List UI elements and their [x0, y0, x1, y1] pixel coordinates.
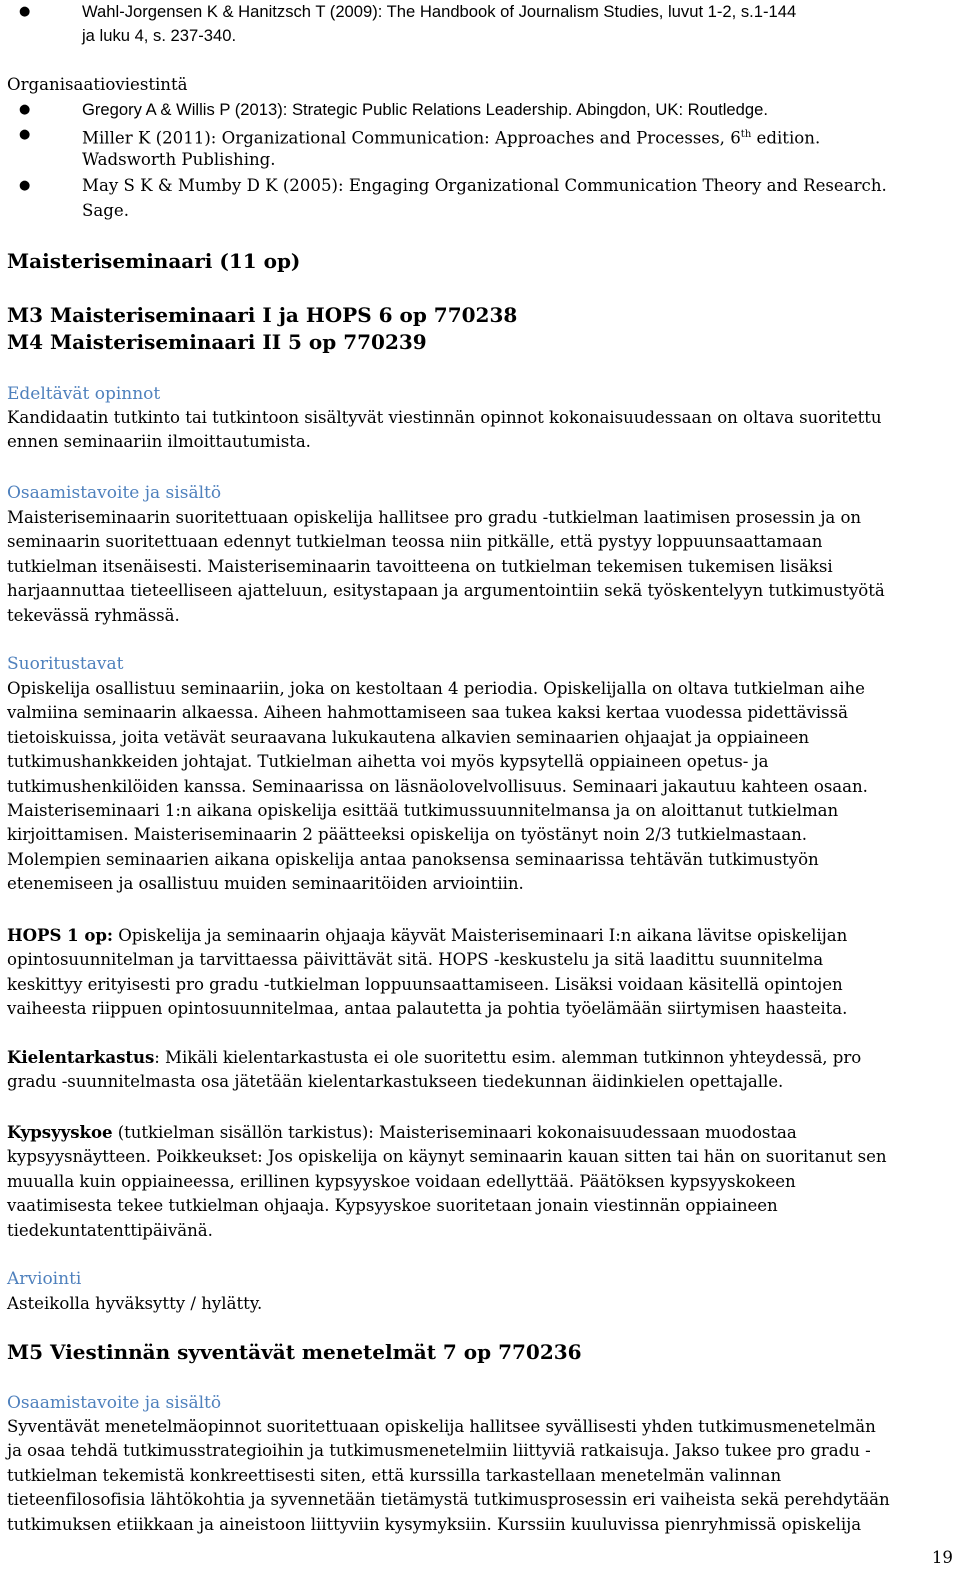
bullet: ● [19, 102, 31, 117]
subheading-goals-m5: Osaamistavoite ja sisältö [7, 1393, 222, 1413]
subheading-grading: Arviointi [7, 1269, 82, 1289]
paragraph-maturity-test [7, 1120, 953, 1243]
text-line: etenemiseen ja osallistuu muiden seminaaritöiden arviointiin. [7, 874, 524, 894]
reference-item [82, 123, 820, 151]
text-line: Opiskelija osallistuu seminaariin, joka on kestoltaan 4 periodia. Opiskelijalla on oltava tutkielman aihe [7, 679, 865, 698]
text-line: tutkimushankkeiden johtajat. Tutkielman aihetta voi myös kypsytellä oppiaineen opetus- ja [7, 752, 769, 772]
bullet: ● [19, 178, 31, 193]
course-title-m5: M5 Viestinnän syventävät menetelmät 7 op 770236 [7, 1340, 582, 1364]
text-line: Kandidaatin tutkinto tai tutkintoon sisältyvät viestinnän opinnot kokonaisuudessaan on oltava suoritettu [7, 408, 882, 427]
text-line: tutkielman tekemistä konkreettisesti siten, että kurssilla tarkastellaan menetelmän valinnan [7, 1465, 782, 1485]
subheading-methods: Suoritustavat [7, 654, 124, 674]
grading-text: Asteikolla hyväksytty / hylätty. [7, 1294, 263, 1313]
subheading-prerequisites: Edeltävät opinnot [7, 384, 161, 404]
text-line: ennen seminaariin ilmoittautumista. [7, 432, 311, 452]
text-line: tietoiskuissa, joita vetävät seuraavana lukukautena alkavien seminaarien ohjaajat ja oppiaineen [7, 727, 810, 747]
text-line: ja osaa tehdä tutkimusstrategioihin ja tutkimusmenetelmiin liittyviä ratkaisuja. Jakso tukee pro gradu - [7, 1441, 871, 1461]
text-line: tekevässä ryhmässä. [7, 605, 180, 625]
text-line [7, 1045, 953, 1070]
maturity-test-label: Kypsyyskoe [7, 1122, 113, 1142]
text-line: tutkimushenkilöiden kanssa. Seminaarissa on läsnäolovelvollisuus. Seminaari jakautuu kahteen osaan. [7, 776, 868, 796]
reference-item: May S K & Mumby D K (2005): Engaging Organizational Communication Theory and Research. [82, 176, 887, 195]
reference-item-continued: ja luku 4, s. 237-340. [82, 26, 237, 45]
text-line: harjaannuttaa tieteelliseen ajatteluun, esitystapaan ja argumentointiin sekä työskentelyyn tutkimustyötä [7, 581, 885, 601]
text-line: Molempien seminaarien aikana opiskelija antaa panoksensa seminaarissa tehtävän tutkimustyön [7, 849, 819, 869]
text-line: tutkimuksen etiikkaan ja aineistoon liittyviin kysymyksiin. Kurssiin kuuluvissa pienryhmissä opiskelija [7, 1514, 862, 1534]
reference-item-continued: Sage. [82, 201, 129, 220]
text-line: Maisteriseminaari 1:n aikana opiskelija esittää tutkimussuunnitelmansa ja on aloittanut tutkielman [7, 801, 839, 821]
hops-label: HOPS 1 op: [7, 925, 113, 945]
paragraph-language-check [7, 1045, 953, 1095]
text-line: tieteenfilosofisia lähtökohtia ja syvennetään tietämystä tutkimusprosessin eri vaiheista sekä perehdytään [7, 1490, 890, 1510]
reference-item-continued: Wadsworth Publishing. [82, 150, 276, 169]
reference-item: Wahl-Jorgensen K & Hanitzsch T (2009): The Handbook of Journalism Studies, luvut 1-2, s.1-144 [82, 2, 797, 21]
reference-item: Gregory A & Willis P (2013): Strategic Public Relations Leadership. Abingdon, UK: Routledge. [82, 100, 768, 119]
section-title-seminar: Maisteriseminaari (11 op) [7, 249, 301, 273]
text-line: vaiheesta riippuen opintosuunnitelmaa, antaa palautetta ja pohtia työelämään siirtymisen haasteita. [7, 999, 848, 1019]
language-check-text: : Mikäli kielentarkastusta ei ole suoritettu esim. alemman tutkinnon yhteydessä, pro [154, 1048, 862, 1067]
text-line: Maisteriseminaarin suoritettuaan opiskelija hallitsee pro gradu -tutkielman laatimisen prosessin ja on [7, 508, 862, 527]
bullet: ● [19, 4, 31, 19]
maturity-test-text: (tutkielman sisällön tarkistus): Maisteriseminaari kokonaisuudessaan muodostaa [112, 1123, 797, 1142]
language-check-label: Kielentarkastus [7, 1047, 155, 1067]
paragraph-goals [7, 506, 953, 628]
paragraph-prerequisites [7, 406, 953, 455]
page-number: 19 [931, 1548, 953, 1567]
section-heading-organisation: Organisaatioviestintä [7, 75, 188, 94]
paragraph-methods [7, 677, 953, 897]
text-line: seminaarin suoritettuaan edennyt tutkielman teossa niin pitkälle, että pystyy loppuunsaattamaan [7, 532, 823, 552]
text-line: tiedekuntatenttipäivänä. [7, 1220, 213, 1240]
text-line: keskittyy erityisesti pro gradu -tutkielman loppuunsaattamiseen. Lisäksi voidaan käsitellä opintojen [7, 974, 843, 994]
text-line: opintosuunnitelman ja tarvittaessa päivittävät sitä. HOPS -keskustelu ja sitä laadittu suunnitelma [7, 950, 824, 970]
text-line: kirjoittamisen. Maisteriseminaarin 2 päätteeksi opiskelija on työstänyt noin 2/3 tutkielmastaan. [7, 825, 807, 845]
course-title: M3 Maisteriseminaari I ja HOPS 6 op 770238 [7, 303, 518, 327]
course-title: M4 Maisteriseminaari II 5 op 770239 [7, 330, 427, 354]
text-line: valmiina seminaarin alkaessa. Aiheen hahmottamiseen saa tukea kaksi kertaa vuodessa pidettävissä [7, 703, 848, 723]
reference-text: Miller K (2011): Organizational Communication: Approaches and Processes, 6 [82, 128, 741, 148]
hops-text: Opiskelija ja seminaarin ohjaaja käyvät Maisteriseminaari I:n aikana lävitse opiskelijan [113, 926, 848, 945]
text-line: tutkielman itsenäisesti. Maisteriseminaarin tavoitteena on tutkielman tekemisen tukemisen lisäksi [7, 556, 833, 576]
subheading-goals: Osaamistavoite ja sisältö [7, 483, 222, 503]
text-line: gradu -suunnitelmasta osa jätetään kielentarkastukseen tiedekunnan äidinkielen opettajalle. [7, 1072, 784, 1092]
text-line: vaatimisesta tekee tutkielman ohjaaja. Kypsyyskoe suoritetaan jonain viestinnän oppiaineen [7, 1196, 778, 1216]
text-line: muualla kuin oppiaineessa, erillinen kypsyyskoe voidaan edellyttää. Päätöksen kypsyyskokeen [7, 1171, 796, 1191]
superscript: th [740, 129, 752, 140]
text-line [7, 923, 953, 948]
text-line: Syventävät menetelmäopinnot suoritettuaan opiskelija hallitsee syvällisesti yhden tutkimusmenetelmän [7, 1417, 876, 1436]
paragraph-hops [7, 923, 953, 1022]
text-line [7, 1120, 953, 1145]
paragraph-goals-m5 [7, 1415, 953, 1537]
bullet: ● [19, 127, 31, 142]
reference-text: edition. [751, 128, 821, 148]
text-line: kypsyysnäytteen. Poikkeukset: Jos opiskelija on käynyt seminaarin kauan sitten tai hän on suoritanut sen [7, 1147, 887, 1167]
